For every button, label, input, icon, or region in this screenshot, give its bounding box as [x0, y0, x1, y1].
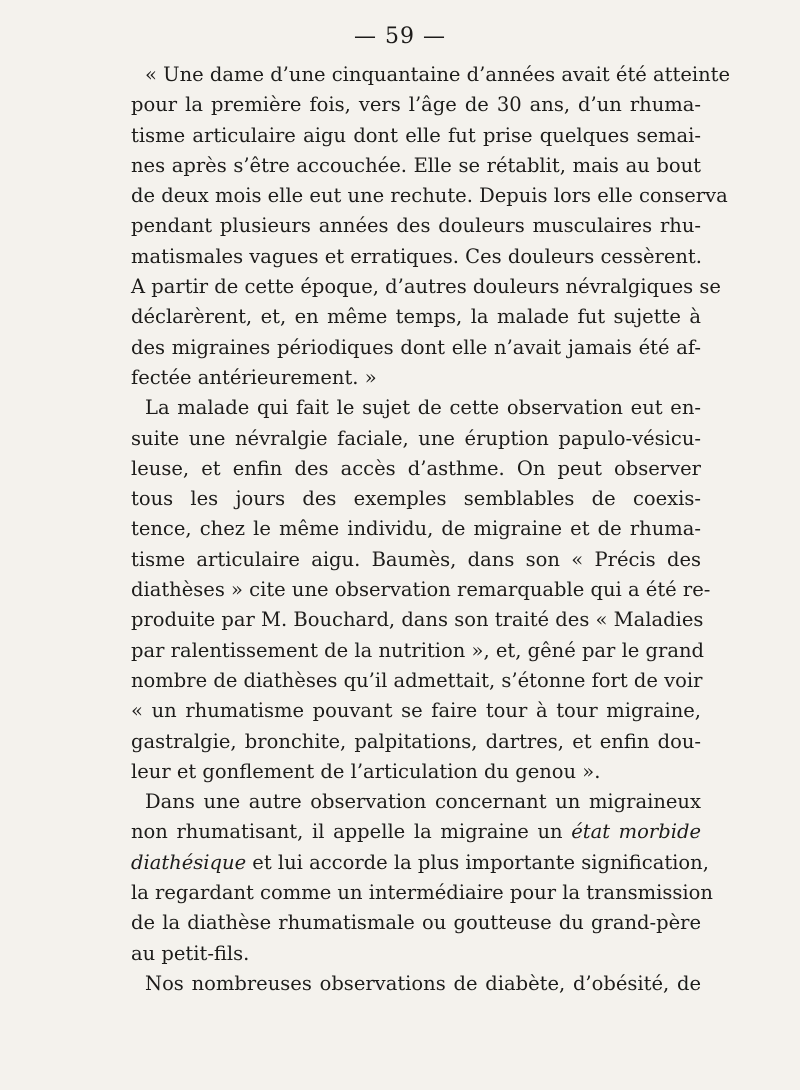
line-text: des migraines périodiques dont elle n’avait jamais été af- — [131, 335, 701, 359]
line-text: tence, chez le même individu, de migraine et de rhuma- — [131, 517, 701, 541]
text-line — [131, 605, 704, 635]
line-text: « un rhumatisme pouvant se faire tour à tour migraine, — [131, 699, 701, 723]
line-text: de la diathèse rhumatismale ou goutteuse du grand-père — [131, 911, 701, 935]
text-line — [131, 90, 701, 120]
line-text: au petit-fils. — [131, 941, 250, 965]
text-line — [131, 121, 701, 151]
text-line — [131, 817, 701, 847]
line-text: pendant plusieurs années des douleurs musculaires rhu- — [131, 214, 701, 238]
line-text: diathèses » cite une observation remarquable qui a été re- — [131, 578, 711, 602]
text-line — [131, 424, 701, 454]
text-line — [131, 302, 701, 332]
text-line — [131, 848, 709, 878]
text-line — [131, 757, 701, 787]
text-line — [131, 908, 701, 938]
text-line — [131, 181, 728, 211]
text-line — [131, 545, 701, 575]
italic-text: diathésique — [131, 850, 247, 874]
line-text: La malade qui fait le sujet de cette observation eut en- — [145, 396, 701, 420]
line-text: Nos nombreuses observations de diabète, d’obésité, de — [145, 971, 701, 995]
text-line — [131, 242, 701, 272]
line-text: par ralentissement de la nutrition », et, gêné par le grand — [131, 638, 705, 662]
line-text: tisme articulaire aigu. Baumès, dans son « Précis des — [131, 547, 701, 571]
text-line — [131, 272, 721, 302]
line-text: la regardant comme un intermédiaire pour la transmission — [131, 881, 713, 905]
text-line — [131, 484, 701, 514]
line-text: produite par M. Bouchard, dans son traité des « Maladies — [131, 608, 704, 632]
line-text: leur et gonflement de l’articulation du genou ». — [131, 759, 601, 783]
line-text: gastralgie, bronchite, palpitations, dartres, et enfin dou- — [131, 729, 701, 753]
line-text: fectée antérieurement. » — [131, 365, 377, 389]
text-line — [131, 333, 701, 363]
line-text: et lui accorde la plus importante signification, — [246, 850, 709, 874]
text-line — [131, 454, 701, 484]
line-text: suite une névralgie faciale, une éruption papulo-vésicu- — [131, 426, 701, 450]
line-text: tisme articulaire aigu dont elle fut prise quelques semai- — [131, 123, 701, 147]
text-line — [131, 514, 701, 544]
text-line — [131, 727, 701, 757]
line-text: tous les jours des exemples semblables de coexis- — [131, 487, 701, 511]
body-text — [131, 60, 731, 999]
text-line — [131, 696, 701, 726]
italic-text: état morbide — [571, 820, 701, 844]
line-text: matismales vagues et erratiques. Ces douleurs cessèrent. — [131, 244, 702, 268]
line-text: nombre de diathèses qu’il admettait, s’étonne fort de voir — [131, 668, 703, 692]
line-text: de deux mois elle eut une rechute. Depuis lors elle conserva — [131, 184, 728, 208]
text-line — [131, 787, 701, 817]
text-line — [131, 878, 713, 908]
text-line — [131, 211, 701, 241]
text-line — [131, 939, 701, 969]
line-text: Dans une autre observation concernant un migraineux — [145, 790, 701, 814]
line-text: pour la première fois, vers l’âge de 30 ans, d’un rhuma- — [131, 93, 701, 117]
line-text: déclarèrent, et, en même temps, la malade fut sujette à — [131, 305, 701, 329]
line-text: non rhumatisant, il appelle la migraine un — [131, 820, 572, 844]
text-line — [131, 363, 701, 393]
line-text: A partir de cette époque, d’autres douleurs névralgiques se — [131, 275, 721, 299]
text-line — [131, 60, 731, 90]
text-line — [131, 666, 701, 696]
line-text: nes après s’être accouchée. Elle se rétablit, mais au bout — [131, 153, 701, 177]
text-line — [131, 151, 701, 181]
text-line — [131, 969, 701, 999]
text-line — [131, 575, 711, 605]
text-line — [131, 393, 701, 423]
line-text: leuse, et enfin des accès d’asthme. On peut observer — [131, 456, 701, 480]
page-number: — 59 — — [354, 24, 446, 49]
line-text: « Une dame d’une cinquantaine d’années avait été atteinte — [145, 63, 731, 86]
text-line — [131, 636, 705, 666]
